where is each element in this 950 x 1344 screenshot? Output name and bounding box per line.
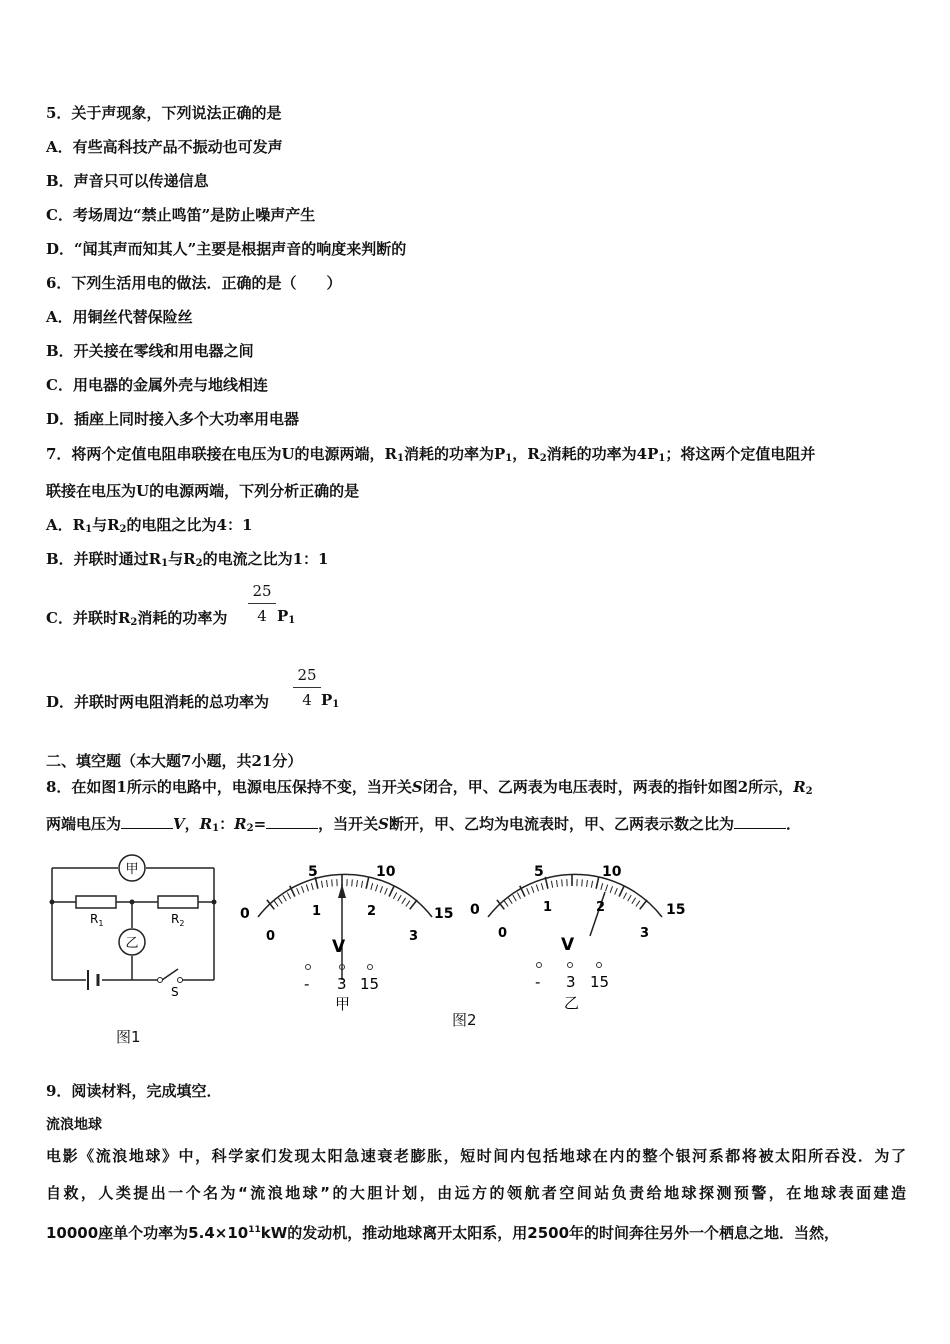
switch-label: S [171, 985, 179, 999]
dial-tick [306, 885, 308, 892]
dial-tick [371, 883, 373, 890]
q6-option-a: A．用铜丝代替保险丝 [46, 308, 193, 326]
dial-tick [615, 888, 618, 894]
switch-contact [178, 978, 183, 983]
subscript: 2 [539, 453, 547, 464]
dial-tick [517, 893, 520, 899]
inner-label-3: 3 [640, 926, 650, 941]
q7-option-d: D．并联时两电阻消耗的总功率为 [46, 693, 270, 711]
dial-tick [301, 886, 303, 893]
terminal [306, 965, 311, 970]
subscript: 1 [161, 558, 169, 569]
inner-label-3: 3 [409, 929, 419, 944]
dial-tick [606, 885, 608, 892]
q7-opt-b-part: 与R [168, 550, 196, 568]
r-symbol: R [793, 778, 806, 796]
fraction-numerator: 25 [248, 582, 276, 604]
answer-blank-2[interactable] [266, 816, 318, 829]
q8-text: 闭合，甲、乙两表为电压表时，两表的指针如图2所示， [422, 778, 794, 796]
voltmeter-yi [462, 852, 692, 1020]
top-label-0: 0 [470, 902, 480, 918]
q7-opt-c-part: C．并联时R [46, 609, 131, 627]
dial-tick [357, 880, 358, 887]
dial-tick [398, 895, 402, 901]
meter-name-jia: 甲 [335, 995, 351, 1013]
q7-opt-a-part: 的电阻之比为4：1 [126, 516, 253, 534]
dial-tick [297, 888, 300, 894]
dial-tick [366, 877, 369, 889]
s-symbol: S [411, 778, 423, 796]
top-label-15: 15 [666, 902, 686, 918]
subscript: 2 [119, 524, 127, 535]
dial-tick [628, 895, 632, 901]
q6-stem: 6．下列生活用电的做法．正确的是（ ） [46, 274, 342, 292]
inner-label-1: 1 [312, 904, 322, 919]
dial-tick [640, 900, 647, 909]
q7-option-d-p1 [321, 691, 339, 710]
top-label-5: 5 [534, 864, 544, 880]
dial-tick [536, 885, 538, 892]
meter-yi-label: 乙 [125, 936, 139, 951]
q7-stem-d: 消耗的功率为4P [546, 445, 659, 463]
dial-tick [278, 898, 282, 904]
subscript: 1 [85, 524, 93, 535]
dial-tick [385, 888, 388, 894]
q7-stem-b: 消耗的功率为P [403, 445, 506, 463]
q6-option-c: C．用电器的金属外壳与地线相连 [46, 376, 268, 394]
q9-title: 流浪地球 [46, 1117, 102, 1133]
subscript: 1 [288, 615, 296, 626]
dial-tick [402, 898, 406, 904]
dial-tick [361, 881, 362, 888]
dial-tick [283, 895, 287, 901]
dial-tick [274, 901, 278, 907]
fraction-denominator: 4 [257, 607, 267, 625]
dial-tick [531, 886, 533, 893]
dial-tick [587, 880, 588, 887]
q9-para-line [46, 1212, 906, 1252]
dial-tick [376, 885, 378, 892]
section-heading: 二、填空题（本大题7小题，共21分） [46, 752, 303, 770]
q7-option-a [46, 514, 252, 535]
dial-tick [562, 879, 563, 886]
dial-tick [287, 893, 290, 899]
top-label-0: 0 [240, 906, 250, 922]
q7-opt-c-part: 消耗的功率为 [137, 609, 228, 627]
dial-tick [508, 898, 512, 904]
q8-line2 [46, 813, 801, 834]
p-symbol: P [277, 607, 289, 625]
terminal-minus: - [535, 973, 541, 991]
q9-para-line: 自救，人类提出一个名为“流浪地球”的大胆计划，由远方的领航者空间站负责给地球探测预警，在地球表面建造 [46, 1184, 906, 1202]
top-label-10: 10 [602, 864, 622, 880]
dial-tick [393, 893, 396, 899]
q6-option-b: B．开关接在零线和用电器之间 [46, 342, 254, 360]
switch-contact [158, 978, 163, 983]
terminal-3: 3 [337, 975, 347, 993]
dial-tick [610, 886, 612, 893]
meter-name-yi: 乙 [564, 994, 580, 1012]
voltmeter-jia [232, 852, 462, 1020]
q5-stem: 5．关于声现象，下列说法正确的是 [46, 104, 282, 122]
subscript: 2 [130, 617, 138, 628]
q7-stem-e: ；将这两个定值电阻并 [665, 445, 816, 463]
dial-tick [596, 877, 599, 889]
terminal-minus: - [304, 975, 310, 993]
q9-paragraph [46, 1138, 906, 1252]
q5-option-b: B．声音只可以传递信息 [46, 172, 209, 190]
dial-tick [541, 883, 543, 890]
q8-text: ： [219, 815, 235, 833]
q8-text: ， [184, 815, 200, 833]
circuit-diagram [40, 850, 230, 1000]
dial-tick [636, 901, 640, 907]
dial-tick [380, 886, 382, 893]
answer-blank-1[interactable] [121, 816, 173, 829]
subscript: 1 [658, 453, 666, 464]
subscript: 1 [212, 823, 220, 834]
terminal [537, 963, 542, 968]
dial-arc [488, 874, 662, 917]
inner-label-2: 2 [367, 904, 377, 919]
dial-tick [527, 888, 530, 894]
subscript: 1 [505, 453, 513, 464]
superscript: 11 [248, 1225, 261, 1235]
q8-text: 两端电压为 [46, 815, 122, 833]
subscript: 1 [332, 699, 340, 710]
unit-v: V [561, 935, 575, 955]
subscript: 2 [246, 823, 254, 834]
subscript: 1 [397, 453, 404, 464]
meter-jia-label: 甲 [125, 862, 139, 877]
dial-tick [504, 901, 508, 907]
dial-tick [632, 898, 636, 904]
dial-tick [601, 883, 603, 890]
q5-option-d: D．“闻其声而知其人”主要是根据声音的响度来判断的 [46, 240, 407, 258]
top-label-5: 5 [308, 864, 318, 880]
r2-label: $R_2$ [171, 912, 185, 928]
dial-tick [321, 881, 322, 888]
q7-stem-line2: 联接在电压为U的电源两端，下列分析正确的是 [46, 482, 360, 500]
q7-stem-line1 [46, 443, 815, 464]
needle-tip [338, 884, 346, 898]
q8-text: = [253, 815, 267, 833]
inner-label-1: 1 [543, 900, 553, 915]
q7-opt-a-part: A．R [46, 516, 86, 534]
q5-option-c: C．考场周边“禁止鸣笛”是防止噪声产生 [46, 206, 316, 224]
fraction-numerator: 25 [293, 666, 321, 688]
r-symbol: R [199, 815, 213, 833]
dial-tick [513, 895, 517, 901]
dial-tick [557, 880, 558, 887]
s-symbol: S [378, 815, 389, 833]
dial-tick [623, 893, 626, 899]
q8-text: ． [786, 815, 802, 833]
q8-text: 断开，甲、乙均为电流表时，甲、乙两表示数之比为 [389, 815, 735, 833]
dial-tick [406, 901, 410, 907]
q7-opt-a-part: 与R [92, 516, 120, 534]
inner-label-0: 0 [498, 926, 508, 941]
dial-tick [619, 886, 624, 897]
q5-option-a: A．有些高科技产品不振动也可发声 [46, 138, 283, 156]
q8-text: ，当开关 [318, 815, 379, 833]
q9-text: 10000座单个功率为5.4×10 [46, 1224, 249, 1242]
subscript: 2 [805, 786, 813, 797]
answer-blank-3[interactable] [734, 816, 786, 829]
dial-tick [410, 900, 417, 909]
q7-option-b [46, 548, 328, 569]
terminal-15: 15 [360, 975, 380, 993]
junction-dot [212, 900, 217, 905]
q7-option-c [46, 607, 227, 628]
fraction-c [248, 582, 276, 625]
q9-text: kW的发动机，推动地球离开太阳系，用2500年的时间奔往另外一个栖息之地．当然， [260, 1224, 840, 1242]
dial-tick [332, 879, 333, 886]
p-symbol: P [321, 691, 333, 709]
fig1-caption: 图1 [116, 1028, 141, 1046]
terminal [368, 965, 373, 970]
dial-tick [327, 880, 328, 887]
inner-label-2: 2 [596, 900, 606, 915]
fig2-caption: 图2 [452, 1011, 477, 1029]
unit-v: V [332, 937, 346, 957]
dial-tick [591, 881, 592, 888]
q7-stem-c: ，R [512, 445, 540, 463]
top-label-10: 10 [376, 864, 396, 880]
dial-tick [551, 881, 552, 888]
subscript: 2 [195, 558, 203, 569]
junction-dot [130, 900, 135, 905]
q7-opt-b-part: 的电流之比为1：1 [202, 550, 329, 568]
inner-label-0: 0 [266, 929, 276, 944]
dial-tick [352, 879, 353, 886]
q7-opt-b-part: B．并联时通过R [46, 550, 162, 568]
q9-para-line: 电影《流浪地球》中，科学家们发现太阳急速衰老膨胀，短时间内包括地球在内的整个银河系都将被太阳所吞没．为了 [46, 1147, 906, 1165]
fraction-denominator: 4 [302, 691, 312, 709]
q9-stem: 9．阅读材料，完成填空． [46, 1082, 222, 1100]
q7-stem-a: 7．将两个定值电阻串联接在电压为U的电源两端，R [46, 445, 397, 463]
r1-label: $R_1$ [90, 912, 104, 928]
terminal-3: 3 [566, 973, 576, 991]
q8-line1 [46, 776, 813, 797]
q7-option-c-p1 [277, 607, 295, 626]
q8-text: 8．在如图1所示的电路中，电源电压保持不变，当开关 [46, 778, 412, 796]
dial-tick [311, 883, 313, 890]
terminal [568, 963, 573, 968]
top-label-15: 15 [434, 906, 454, 922]
fraction-d [293, 666, 321, 709]
dial-tick [389, 886, 394, 897]
terminal-15: 15 [590, 973, 610, 991]
terminal [597, 963, 602, 968]
v-symbol: V [173, 815, 185, 833]
q6-option-d: D．插座上同时接入多个大功率用电器 [46, 410, 300, 428]
junction-dot [50, 900, 55, 905]
dial-tick [582, 879, 583, 886]
r-symbol: R [234, 815, 247, 833]
